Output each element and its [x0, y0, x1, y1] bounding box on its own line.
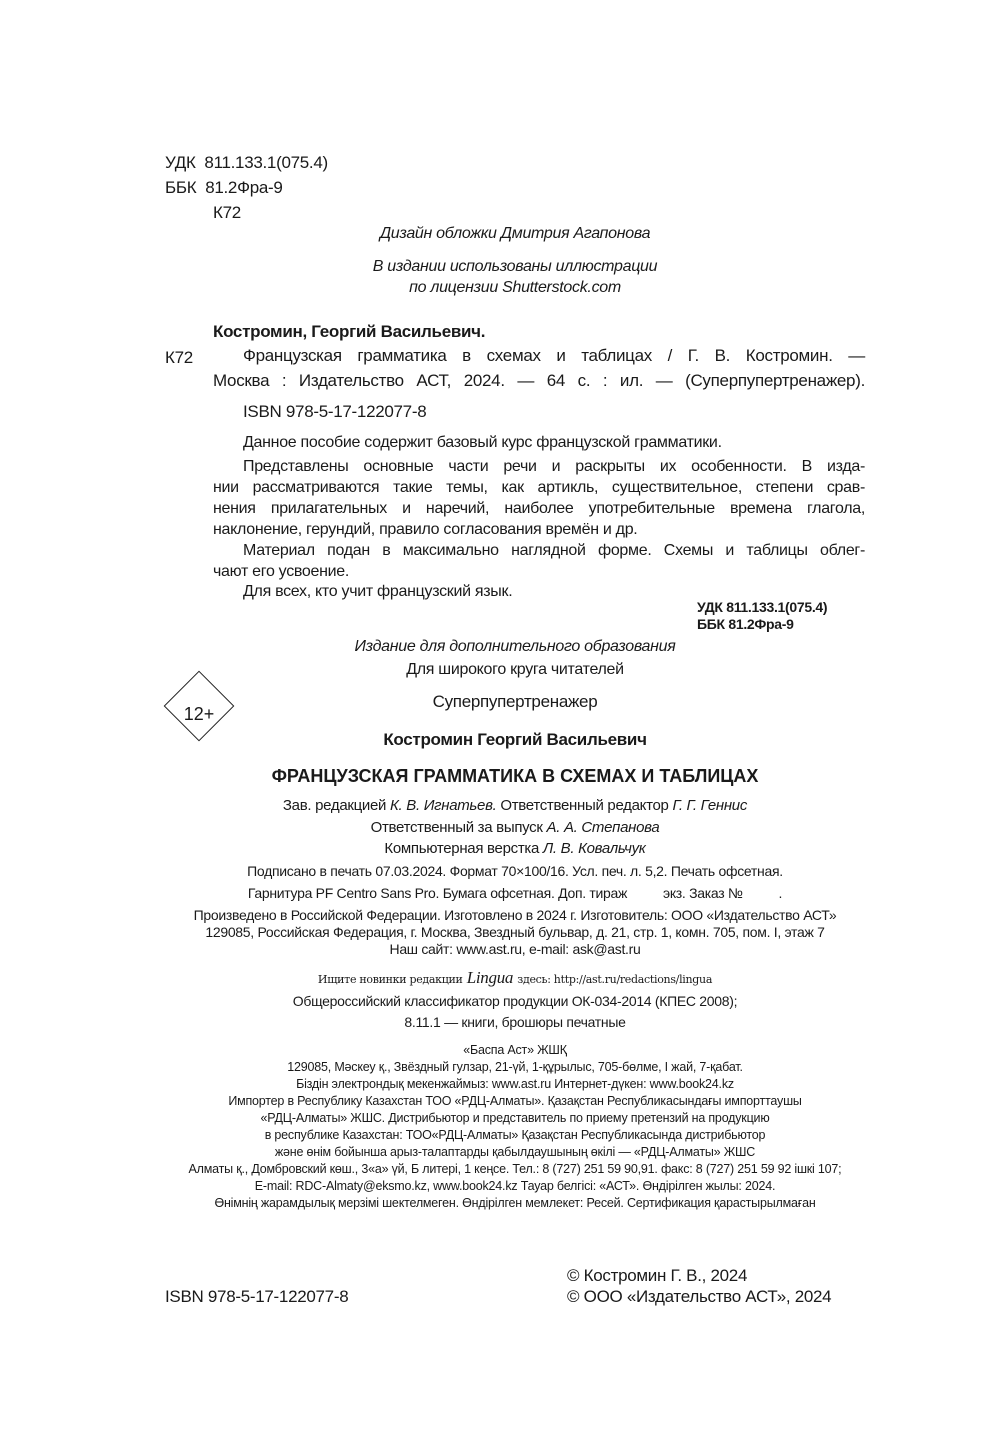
age-rating: 12+ — [183, 704, 215, 724]
staff-role: Ответственный за выпуск — [370, 819, 547, 836]
annotation-line: чают его усвоение. — [213, 563, 350, 580]
udk-label: УДК — [165, 153, 196, 172]
kz-line: E-mail: RDC-Almaty@eksmo.kz, www.book24.kz Тауар белгісі: «АСТ». Өндірілген жылы: 2024. — [254, 1179, 776, 1193]
kz-line: Алматы қ., Домбровский көш., 3«а» үй, Б литері, 1 кеңсе. Тел.: 8 (727) 251 59 90,91. факс: 8 (727) 251 59 92 ішкі 107; — [188, 1162, 842, 1176]
author-code: К72 — [213, 203, 241, 222]
lingua-line — [145, 968, 885, 990]
classifier-line-2: 8.11.1 — книги, брошюры печатные — [404, 1014, 626, 1030]
bbk-value: 81.2Фра-9 — [205, 178, 283, 197]
udk-block-bbk: ББК 81.2Фра-9 — [697, 616, 794, 632]
annotation-line: Материал подан в максимально наглядной форме. Схемы и таблицы облег- — [243, 542, 865, 559]
kz-line: Импортер в Республику Казахстан ТОО «РДЦ-Алматы». Қазақстан Республикасындағы импорттаушы — [228, 1094, 802, 1108]
kz-line: в республике Казахстан: ТОО«РДЦ-Алматы» Қазақстан Республикасында дистрибьютор — [264, 1128, 766, 1142]
lingua-logo: Lingua — [466, 968, 514, 987]
bbk-line — [165, 178, 283, 198]
staff-role: Зав. редакцией — [282, 797, 390, 814]
edition-author: Костромин Георгий Васильевич — [383, 730, 647, 749]
staff-role: Компьютерная верстка — [384, 840, 543, 857]
classifier-line-1: Общероссийский классификатор продукции ОК-034-2014 (КПЕС 2008); — [292, 993, 738, 1009]
staff-line-2 — [145, 819, 885, 837]
kz-line: «РДЦ-Алматы» ЖШС. Дистрибьютор и представитель по приему претензий на продукцию — [260, 1111, 770, 1125]
staff-role: Ответственный редактор — [496, 797, 673, 814]
publisher-made: Произведено в Российской Федерации. Изготовлено в 2024 г. Изготовитель: ООО «Издательство АСТ» — [193, 907, 837, 923]
kz-line: 129085, Мәскеу қ., Звёздный гулзар, 21-үй, 1-құрылыс, 705-бөлме, I жай, 7-қабат. — [287, 1060, 743, 1074]
annotation-line: Представлены основные части речи и раскрыты их особенности. В изда- — [243, 458, 865, 475]
cover-credit: Дизайн обложки Дмитрия Агапонова — [379, 225, 651, 242]
print-signed: Подписано в печать 07.03.2024. Формат 70×100/16. Усл. печ. л. 5,2. Печать офсетная. — [247, 863, 783, 879]
print-font: Гарнитура PF Centro Sans Pro. Бумага офсетная. Доп. тираж экз. Заказ № . — [247, 885, 783, 901]
series-name: Суперпупертренажер — [432, 692, 598, 711]
staff-name: Л. В. Ковальчук — [542, 840, 646, 857]
bbk-label: ББК — [165, 178, 197, 197]
lingua-after: здесь: http://ast.ru/redactions/lingua — [517, 973, 713, 986]
udk-value: 811.133.1(075.4) — [204, 153, 328, 172]
book-title: ФРАНЦУЗСКАЯ ГРАММАТИКА В СХЕМАХ И ТАБЛИЦАХ — [271, 766, 759, 786]
staff-name: Г. Г. Геннис — [672, 797, 748, 814]
copyright-publisher: © ООО «Издательство АСТ», 2024 — [567, 1287, 832, 1306]
illustration-credit-1: В издании использованы иллюстрации — [372, 258, 658, 275]
illustration-credit-2: по лицензии Shutterstock.com — [409, 279, 621, 296]
biblio-code: К72 — [165, 348, 193, 367]
biblio-line-2: Москва : Издательство АСТ, 2024. — 64 с. : ил. — (Суперпупертренажер). — [213, 371, 865, 390]
udk-line — [165, 153, 328, 173]
annotation-line: нии рассматриваются такие темы, как артикль, существительное, степени срав- — [213, 479, 865, 496]
kz-line: Біздін электрондық мекенжаймыз: www.ast.ru Интернет-дүкен: www.book24.kz — [296, 1077, 734, 1091]
publisher-site: Наш сайт: www.ast.ru, e-mail: ask@ast.ru — [389, 941, 641, 957]
annotation-line: Данное пособие содержит базовый курс французской грамматики. — [243, 434, 722, 451]
footer-isbn: ISBN 978-5-17-122077-8 — [165, 1287, 349, 1306]
edition-type: Издание для дополнительного образования — [354, 638, 676, 655]
staff-name: А. А. Степанова — [546, 819, 660, 836]
lingua-before: Ищите новинки редакции — [317, 973, 463, 986]
staff-line-3 — [145, 840, 885, 858]
staff-line-1 — [145, 797, 885, 815]
biblio-isbn: ISBN 978-5-17-122077-8 — [243, 402, 427, 421]
staff-name: К. В. Игнатьев. — [390, 797, 497, 814]
kz-line: «Баспа Аст» ЖШҚ — [463, 1043, 567, 1057]
annotation-line: нения прилагательных и наречий, наиболее употребительные времена глагола, — [213, 500, 865, 517]
kz-line: Өнімнің жарамдылық мерзімі шектелмеген. Өндірілген мемлекет: Ресей. Сертификация қарастырылмаған — [214, 1196, 816, 1210]
udk-block-udk: УДК 811.133.1(075.4) — [697, 599, 828, 615]
publisher-address: 129085, Российская Федерация, г. Москва, Звездный бульвар, д. 21, стр. 1, комн. 705, пом. I, этаж 7 — [205, 924, 825, 940]
kz-line: және өнім бойынша арыз-талаптарды қабылдаушының өкілі — «РДЦ-Алматы» ЖШС — [274, 1145, 756, 1159]
annotation-line: Для всех, кто учит французский язык. — [243, 583, 513, 600]
edition-audience: Для широкого круга читателей — [406, 661, 624, 678]
annotation-line: наклонение, герундий, правило согласования времён и др. — [213, 521, 638, 538]
biblio-author: Костромин, Георгий Васильевич. — [213, 322, 486, 341]
biblio-line-1: Французская грамматика в схемах и таблицах / Г. В. Костромин. — — [243, 346, 865, 365]
copyright-author: © Костромин Г. В., 2024 — [567, 1266, 748, 1285]
